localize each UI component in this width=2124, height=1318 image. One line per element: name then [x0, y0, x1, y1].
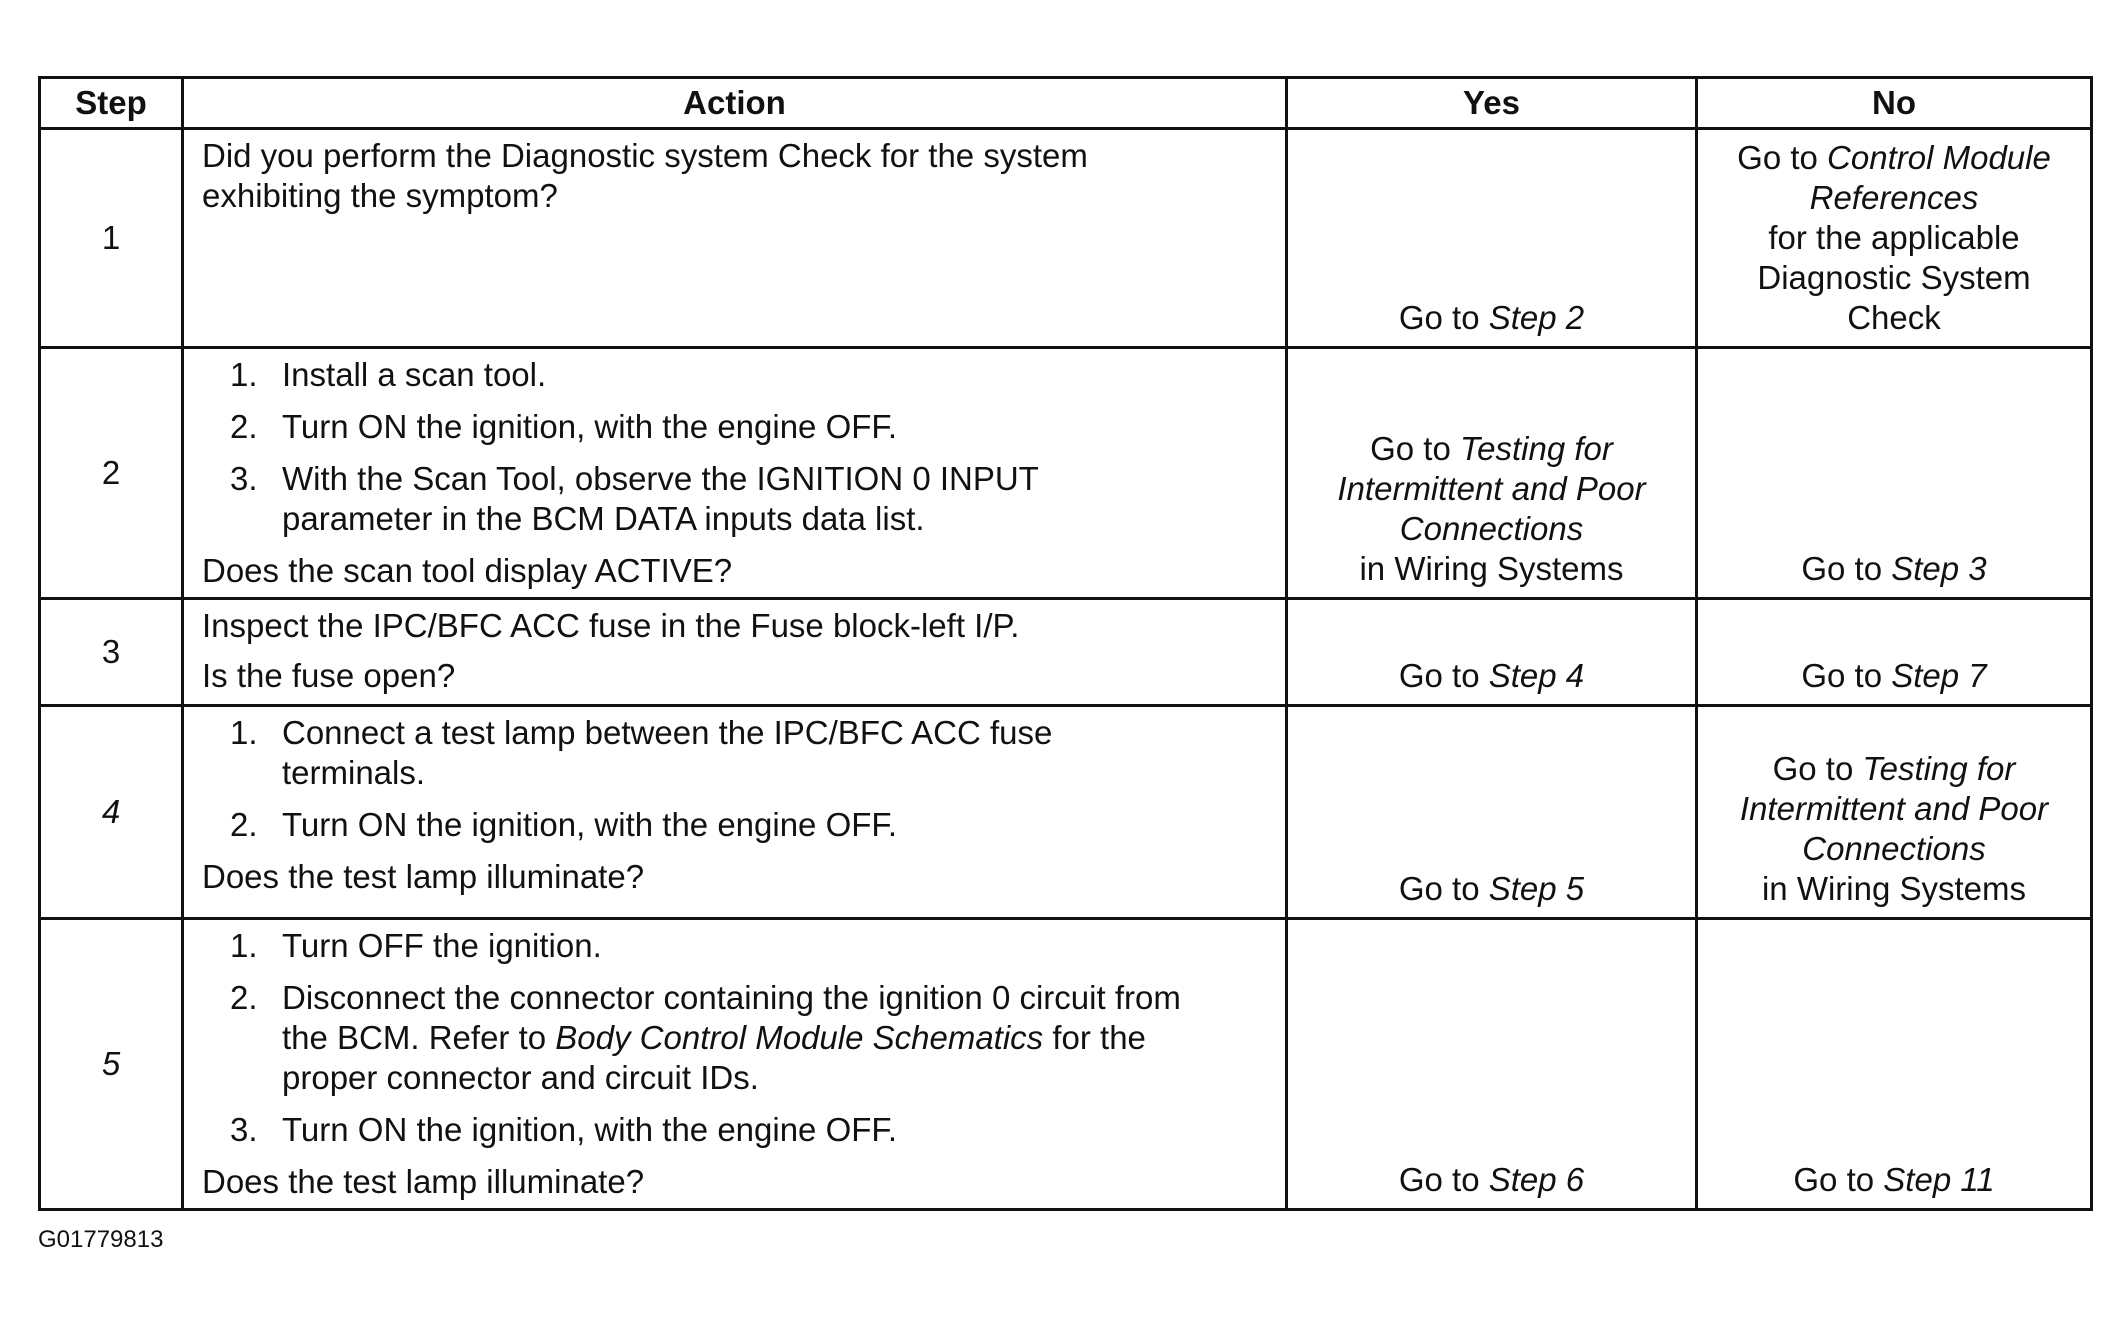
no-prefix: Go to — [1801, 657, 1892, 694]
yes-prefix: Go to — [1398, 299, 1489, 336]
yes-prefix: Go to — [1370, 430, 1460, 467]
header-step: Step — [40, 78, 183, 129]
list-item: 3. With the Scan Tool, observe the IGNITION 0 INPUT parameter in the BCM DATA inputs data list. — [230, 460, 1039, 537]
no-prefix: Go to — [1793, 1161, 1884, 1198]
action-question: Does the test lamp illuminate? — [202, 1163, 645, 1200]
yes-prefix: Go to — [1398, 870, 1489, 907]
no-cell — [1697, 706, 2092, 919]
action-cell — [183, 919, 1287, 1210]
no-link[interactable]: Step 11 — [1883, 1161, 1995, 1198]
table-row — [40, 129, 2092, 348]
action-list — [202, 926, 1275, 1150]
header-row — [40, 78, 2092, 129]
no-cell — [1697, 348, 2092, 599]
yes-prefix: Go to — [1398, 657, 1489, 694]
yes-link[interactable]: Step 6 — [1488, 1161, 1585, 1198]
no-prefix: Go to — [1772, 750, 1863, 787]
header-action: Action — [183, 78, 1287, 129]
table-row — [40, 919, 2092, 1210]
action-cell — [183, 599, 1287, 706]
no-prefix: Go to — [1801, 550, 1892, 587]
list-item: 2. Disconnect the connector containing the ignition 0 circuit from the BCM. Refer to Body Control Module Schematics for the proper connector and circuit IDs. — [230, 979, 1181, 1096]
action-question: Is the fuse open? — [202, 657, 456, 694]
table-row — [40, 348, 2092, 599]
action-cell — [183, 706, 1287, 919]
schematics-link[interactable]: Body Control Module Schematics — [555, 1019, 1044, 1056]
yes-link[interactable]: Step 5 — [1488, 870, 1585, 907]
no-link[interactable]: Control Module References — [1809, 139, 2051, 216]
no-cell — [1697, 129, 2092, 348]
list-item: 1. Connect a test lamp between the IPC/BFC ACC fuse terminals. — [230, 714, 1053, 791]
step-number: 5 — [40, 919, 183, 1210]
list-item: 1. Turn OFF the ignition. — [230, 927, 602, 964]
yes-cell — [1287, 129, 1697, 348]
yes-suffix: in Wiring Systems — [1359, 550, 1624, 587]
yes-prefix: Go to — [1398, 1161, 1489, 1198]
table-row — [40, 599, 2092, 706]
list-item: 2. Turn ON the ignition, with the engine OFF. — [230, 806, 898, 843]
list-item: 2. Turn ON the ignition, with the engine OFF. — [230, 408, 898, 445]
list-item: 1. Install a scan tool. — [230, 356, 547, 393]
no-cell — [1697, 599, 2092, 706]
figure-id: G01779813 — [38, 1226, 164, 1253]
step-number: 4 — [40, 706, 183, 919]
no-cell — [1697, 919, 2092, 1210]
header-yes: Yes — [1287, 78, 1697, 129]
yes-cell — [1287, 919, 1697, 1210]
yes-cell — [1287, 706, 1697, 919]
action-question: Does the scan tool display ACTIVE? — [202, 552, 733, 589]
action-list — [202, 713, 1275, 845]
no-suffix: in Wiring Systems — [1761, 870, 2027, 907]
yes-link[interactable]: Step 4 — [1488, 657, 1585, 694]
no-suffix: for the applicable Diagnostic System Check — [1757, 219, 2031, 336]
list-item: 3. Turn ON the ignition, with the engine OFF. — [230, 1111, 898, 1148]
yes-cell — [1287, 599, 1697, 706]
action-question: Does the test lamp illuminate? — [202, 858, 645, 895]
step-number: 1 — [40, 129, 183, 348]
step-number: 3 — [40, 599, 183, 706]
yes-link[interactable]: Testing for Intermittent and Poor Connections — [1337, 430, 1646, 547]
step-number: 2 — [40, 348, 183, 599]
action-list — [202, 355, 1275, 539]
no-link[interactable]: Step 3 — [1891, 550, 1987, 587]
action-cell — [183, 348, 1287, 599]
action-text: Did you perform the Diagnostic system Check for the system exhibiting the symptom? — [202, 137, 1088, 214]
no-prefix: Go to — [1737, 139, 1828, 176]
yes-cell — [1287, 348, 1697, 599]
action-cell — [183, 129, 1287, 348]
no-link[interactable]: Testing for Intermittent and Poor Connections — [1739, 750, 2049, 867]
action-text: Inspect the IPC/BFC ACC fuse in the Fuse block-left I/P. — [202, 607, 1020, 644]
yes-link[interactable]: Step 2 — [1488, 299, 1585, 336]
no-link[interactable]: Step 7 — [1891, 657, 1987, 694]
header-no: No — [1697, 78, 2092, 129]
table-row — [40, 706, 2092, 919]
diagnostic-table — [38, 76, 2093, 1211]
